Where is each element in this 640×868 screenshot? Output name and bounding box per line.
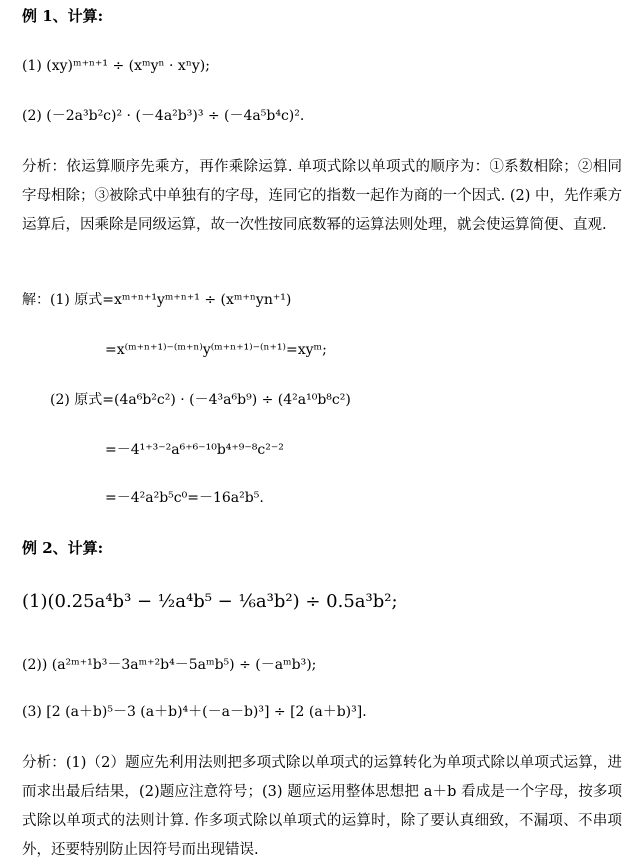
example1-question-2: (2) (－2a³b²c)² · (－4a²b³)³ ÷ (－4a⁵b⁴c)². bbox=[22, 108, 305, 124]
example1-question-1: (1) (xy)ᵐ⁺ⁿ⁺¹ ÷ (xᵐyⁿ · xⁿy); bbox=[22, 58, 210, 74]
example1-solution-line-5: =－4²a²b⁵c⁰=－16a²b⁵. bbox=[105, 490, 264, 506]
example1-solution-line-3: (2) 原式=(4a⁶b²c²) · (－4³a⁶b⁹) ÷ (4²a¹⁰b⁸c²) bbox=[50, 392, 351, 408]
example2-question-3: (3) [2 (a＋b)⁵－3 (a＋b)⁴＋(－a－b)³] ÷ [2 (a＋b)³]. bbox=[22, 704, 367, 720]
example2-question-2: (2)) (a²ᵐ⁺¹b³－3aᵐ⁺²b⁴－5aᵐb⁵) ÷ (－aᵐb³); bbox=[22, 657, 317, 673]
example1-heading: 例 1、计算: bbox=[22, 7, 104, 25]
example2-heading: 例 2、计算: bbox=[22, 539, 104, 557]
example2-analysis: 分析：(1)（2）题应先利用法则把多项式除以单项式的运算转化为单项式除以单项式运算，进而求出最后结果，(2)题应注意符号；(3) 题应运用整体思想把 a＋b 看成是一个字母，按多项式除以单项式的法则计算. 作多项式除以单项式的运算时，除了要认真细致，不漏项、不串项外，还要特别防止因符号而出现错误. bbox=[22, 755, 622, 858]
example1-solution-line-1: 解：(1) 原式=xᵐ⁺ⁿ⁺¹yᵐ⁺ⁿ⁺¹ ÷ (xᵐ⁺ⁿyn⁺¹) bbox=[22, 292, 292, 308]
example1-solution-line-4: =－4¹⁺³⁻²a⁶⁺⁶⁻¹⁰b⁴⁺⁹⁻⁸c²⁻² bbox=[105, 442, 284, 458]
example2-question-1: (1)(0.25a⁴b³ − ½a⁴b⁵ − ⅙a³b²) ÷ 0.5a³b²; bbox=[22, 591, 398, 612]
example1-solution-line-2: =x⁽ᵐ⁺ⁿ⁺¹⁾⁻⁽ᵐ⁺ⁿ⁾y⁽ᵐ⁺ⁿ⁺¹⁾⁻⁽ⁿ⁺¹⁾=xyᵐ; bbox=[105, 342, 327, 358]
example1-analysis: 分析：依运算顺序先乘方，再作乘除运算. 单项式除以单项式的顺序为：①系数相除；②相同字母相除；③被除式中单独有的字母，连同它的指数一起作为商的一个因式. (2) 中，先作乘方运算后，因乘除是同级运算，故一次性按同底数幂的运算法则处理，就会使运算简便、直观. bbox=[22, 159, 622, 233]
